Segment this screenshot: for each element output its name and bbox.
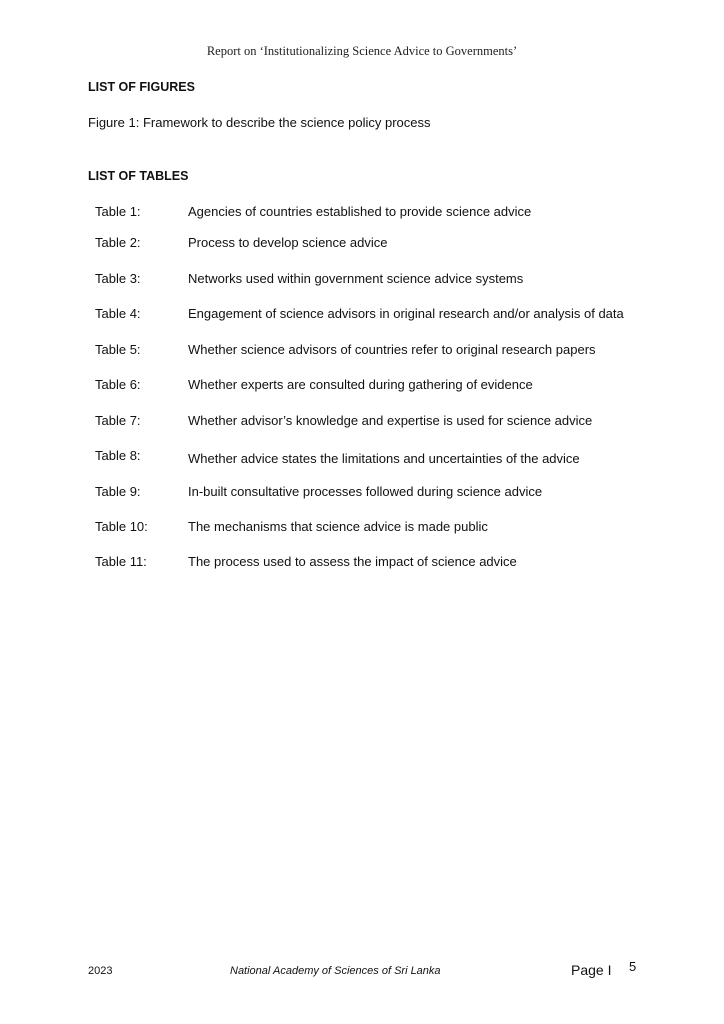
table-label: Table 9: <box>95 484 141 499</box>
table-title: Whether experts are consulted during gathering of evidence <box>188 377 533 392</box>
table-label: Table 4: <box>95 306 141 321</box>
table-label: Table 3: <box>95 271 141 286</box>
table-title: Engagement of science advisors in original research and/or analysis of data <box>188 306 624 321</box>
table-title: In-built consultative processes followed during science advice <box>188 484 543 499</box>
figure-title: Framework to describe the science policy process <box>142 115 431 130</box>
table-list-item <box>95 204 715 222</box>
table-label: Table 10: <box>95 519 148 534</box>
table-list-item <box>95 519 715 537</box>
table-list-item <box>95 484 715 502</box>
running-header: Report on ‘Institutionalizing Science Advice to Governments’ <box>206 44 518 58</box>
table-label: Table 7: <box>95 413 141 428</box>
table-label: Table 8: <box>95 448 141 463</box>
list-of-tables-heading: LIST OF TABLES <box>88 169 189 183</box>
table-list-item <box>95 413 715 431</box>
footer-page-label: Page I <box>571 962 612 978</box>
table-list-item <box>95 448 715 466</box>
table-title: The process used to assess the impact of science advice <box>188 554 517 569</box>
table-title: Whether science advisors of countries refer to original research papers <box>188 342 596 357</box>
table-title: Whether advice states the limitations and uncertainties of the advice <box>188 451 580 466</box>
table-list-item <box>95 306 715 324</box>
table-label: Table 1: <box>95 204 141 219</box>
footer-page-number: 5 <box>629 959 637 974</box>
footer-year: 2023 <box>88 965 113 977</box>
table-list-item <box>95 271 715 289</box>
table-list-item <box>95 342 715 360</box>
footer-organization: National Academy of Sciences of Sri Lanka <box>230 965 441 977</box>
table-title: Networks used within government science advice systems <box>188 271 524 286</box>
table-title: The mechanisms that science advice is made public <box>188 519 488 534</box>
table-label: Table 11: <box>95 554 147 569</box>
table-title: Agencies of countries established to provide science advice <box>188 204 532 219</box>
table-list-item <box>95 554 715 572</box>
table-title: Process to develop science advice <box>188 235 388 250</box>
figure-entry <box>88 115 431 130</box>
table-title: Whether advisor’s knowledge and expertise is used for science advice <box>188 413 593 428</box>
table-label: Table 2: <box>95 235 141 250</box>
table-label: Table 6: <box>95 377 141 392</box>
table-label: Table 5: <box>95 342 141 357</box>
figure-label: Figure 1: <box>88 115 140 130</box>
table-list-item <box>95 377 715 395</box>
list-of-figures-heading: LIST OF FIGURES <box>88 80 195 94</box>
table-list-item <box>95 235 715 253</box>
